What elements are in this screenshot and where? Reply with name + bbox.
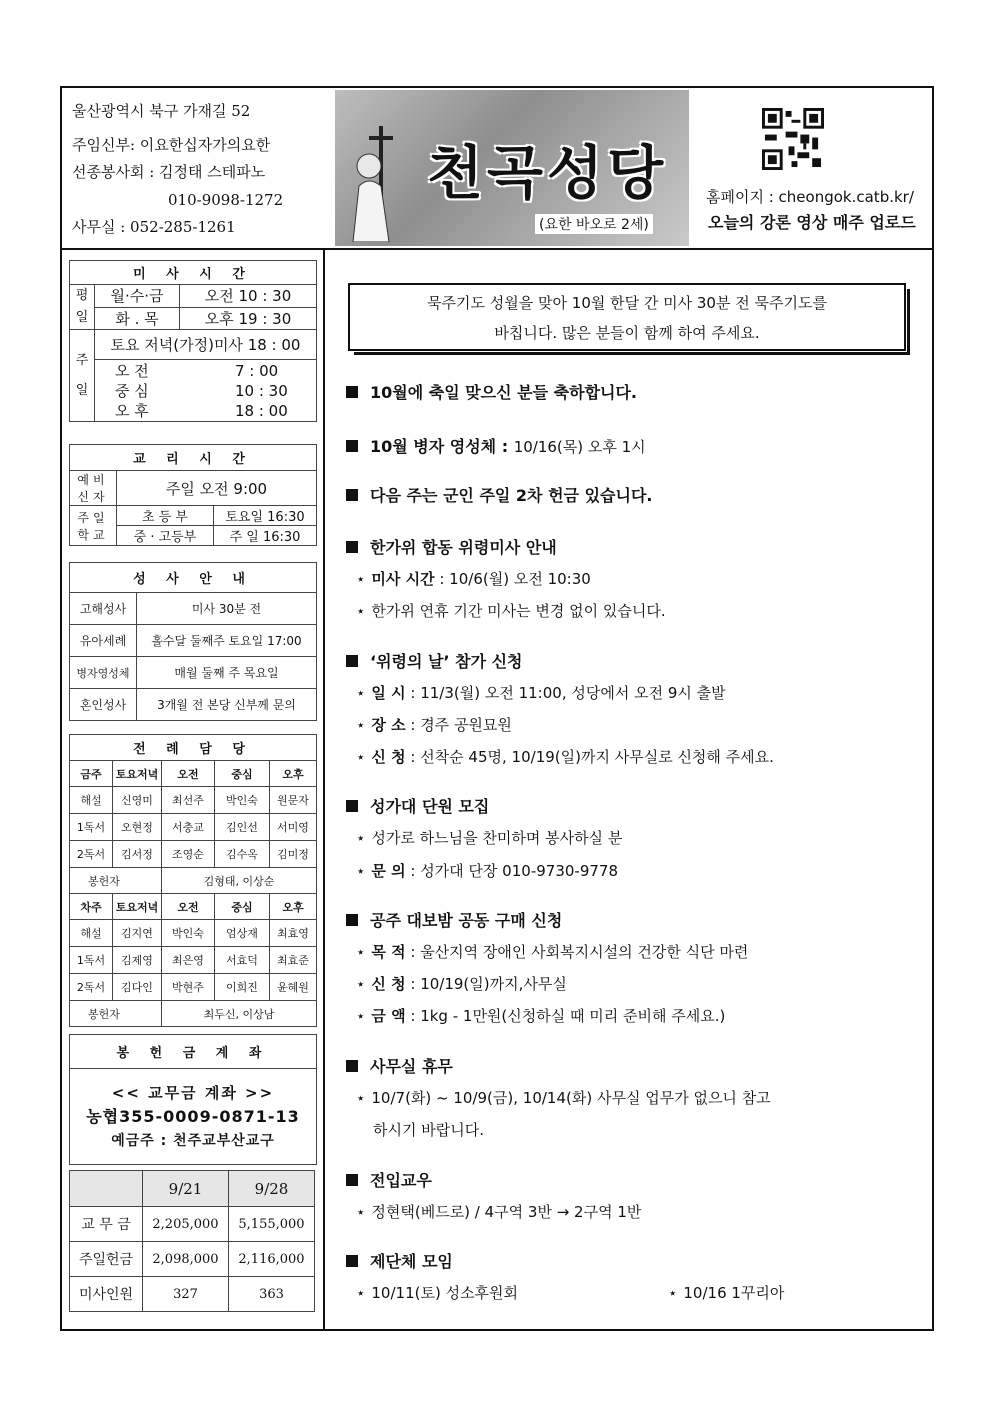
liturgy-header: 중심 [215, 894, 270, 920]
purchase-price: ⋆ 금 액 : 1kg - 1만원(신청하실 때 미리 준비해 주세요.) [356, 1007, 726, 1025]
catechism-title: 교 리 시 간 [70, 445, 317, 471]
section-chestnut-purchase: 공주 대보밤 공동 구매 신청 [346, 908, 562, 931]
weekday-days-1: 월·수·금 [95, 285, 180, 308]
bullet-square-icon [346, 1174, 358, 1186]
section-sick-communion: 10월 병자 영성체 : 10/16(목) 오후 1시 [346, 434, 646, 457]
council-phone: 010-9098-1272 [168, 191, 284, 209]
school-label: 주일 학교 [70, 506, 117, 546]
office-closed-line-2: 하시기 바랍니다. [373, 1121, 484, 1139]
sacrament-value: 매월 둘째 주 목요일 [137, 657, 317, 689]
sacrament-name: 병자영성체 [70, 657, 137, 689]
office-closed-line-1: ⋆ 10/7(화) ~ 10/9(금), 10/14(화) 사무실 업무가 없으니 참고 [356, 1089, 771, 1107]
weekday-days-2: 화 . 목 [95, 307, 180, 330]
banner [335, 90, 689, 246]
choir-contact: ⋆ 문 의 : 성가대 단장 010-9730-9778 [356, 862, 618, 880]
weekday-label: 평일 [70, 285, 95, 330]
liturgy-header: 오후 [270, 761, 317, 787]
header-divider [60, 248, 934, 250]
pastor: 주임신부: 이요한십자가의요한 [72, 136, 271, 154]
qr-code-icon [762, 108, 824, 170]
catechumen-time: 주일 오전 9:00 [117, 471, 317, 506]
finance-row: 교 무 금 2,205,000 5,155,000 [70, 1207, 315, 1242]
account-holder: 예금주 : 천주교부산교구 [111, 1132, 275, 1149]
purchase-apply: ⋆ 신 청 : 10/19(일)까지,사무실 [356, 975, 567, 993]
section-choir: 성가대 단원 모집 [346, 794, 489, 817]
liturgy-table [69, 734, 317, 1027]
notice-line-2: 바칩니다. 많은 분들이 함께 하여 주세요. [494, 324, 760, 342]
section-memorial-day: ‘위령의 날’ 참가 신청 [346, 649, 523, 672]
bullet-square-icon [346, 800, 358, 812]
section-newcomers: 전입교우 [346, 1168, 432, 1191]
finance-row: 주일헌금 2,098,000 2,116,000 [70, 1242, 315, 1277]
finance-table [69, 1170, 315, 1312]
finance-corner [70, 1171, 143, 1207]
sacraments-title: 성 사 안 내 [70, 563, 317, 593]
sacrament-name: 유아세례 [70, 625, 137, 657]
bullet-square-icon [346, 541, 358, 553]
sunday-row-1: 오 전 7 : 00 [115, 361, 279, 380]
sacraments-table [69, 562, 317, 721]
section-office-closed: 사무실 휴무 [346, 1054, 453, 1077]
sunday-row-2: 중 심 10 : 30 [115, 381, 288, 400]
mass-times-table [69, 260, 317, 422]
bullet-square-icon [346, 655, 358, 667]
finance-row: 미사인원 327 363 [70, 1277, 315, 1312]
section-group-meetings: 제단체 모임 [346, 1249, 453, 1272]
parish-title: 천곡성당 [427, 139, 668, 207]
group-meeting-2: ⋆ 10/16 1꾸리아 [668, 1284, 785, 1302]
liturgy-header: 차주 [70, 894, 113, 920]
bullet-square-icon [346, 440, 358, 452]
sacrament-name: 혼인성사 [70, 689, 137, 721]
office-phone: 사무실 : 052-285-1261 [72, 218, 236, 236]
bullet-square-icon [346, 914, 358, 926]
account-table [69, 1034, 317, 1165]
account-number: 농협355-0009-0871-13 [86, 1106, 300, 1126]
bullet-square-icon [346, 1255, 358, 1267]
pope-figure-icon [349, 126, 411, 242]
liturgy-header: 금주 [70, 761, 113, 787]
liturgy-row: 해설 김지연 박인숙 엄상재 최효영 [70, 920, 317, 947]
liturgy-header: 토요저녁 [113, 894, 162, 920]
sacrament-name: 고해성사 [70, 593, 137, 625]
section-military-sunday: 다음 주는 군인 주일 2차 헌금 있습니다. [346, 483, 652, 506]
purchase-purpose: ⋆ 목 적 : 울산지역 장애인 사회복지시설의 건강한 식단 마련 [356, 943, 749, 961]
offering-row: 봉헌자 최두신, 이상남 [70, 1001, 317, 1027]
liturgy-row: 2독서 김다인 박현주 이희진 윤혜원 [70, 974, 317, 1001]
sunday-row-3: 오 후 18 : 00 [115, 401, 288, 420]
notice-line-1: 묵주기도 성월을 맞아 10월 한달 간 미사 30분 전 묵주기도를 [427, 294, 827, 312]
account-title: 봉 헌 금 계 좌 [70, 1035, 317, 1069]
section-birthday: 10월에 축일 맞으신 분들 축하합니다. [346, 380, 637, 403]
sacrament-value: 미사 30분 전 [137, 593, 317, 625]
group-meeting-1: ⋆ 10/11(토) 성소후원회 [356, 1284, 519, 1302]
weekday-time-2: 오후 19 : 30 [180, 307, 317, 330]
sacrament-value: 홀수달 둘째주 토요일 17:00 [137, 625, 317, 657]
liturgy-header: 중심 [215, 761, 270, 787]
offering-row: 봉헌자 김형태, 이상순 [70, 868, 317, 894]
liturgy-header: 오후 [270, 894, 317, 920]
lecture-note: 오늘의 강론 영상 매주 업로드 [708, 213, 916, 232]
catechism-table [69, 444, 317, 546]
memorial-apply: ⋆ 신 청 : 선착순 45명, 10/19(일)까지 사무실로 신청해 주세요. [356, 748, 774, 766]
address: 울산광역시 북구 가재길 52 [72, 102, 251, 120]
section-chuseok: 한가위 합동 위령미사 안내 [346, 535, 557, 558]
column-divider [323, 248, 325, 1331]
mass-title: 미 사 시 간 [70, 261, 317, 285]
sacrament-value: 3개월 전 본당 신부께 문의 [137, 689, 317, 721]
finance-date-1: 9/21 [143, 1171, 229, 1207]
liturgy-row: 1독서 오현정 서충교 김인선 서미영 [70, 814, 317, 841]
sunday-label: 주일 [70, 330, 95, 422]
elementary-time: 토요일 16:30 [214, 506, 317, 526]
newcomer-entry: ⋆ 정현택(베드로) / 4구역 3반 → 2구역 1반 [356, 1203, 642, 1221]
rosary-notice [348, 283, 906, 351]
liturgy-row: 해설 신영미 최선주 박인숙 원문자 [70, 787, 317, 814]
saturday-evening-mass: 토요 저녁(가정)미사 18 : 00 [95, 330, 317, 360]
finance-date-2: 9/28 [229, 1171, 315, 1207]
liturgy-row: 2독서 김서정 조영순 김수옥 김미정 [70, 841, 317, 868]
homepage-link[interactable]: 홈페이지 : cheongok.catb.kr/ [706, 188, 914, 206]
memorial-place: ⋆ 장 소 : 경주 공원묘원 [356, 716, 512, 734]
liturgy-title: 전 례 담 당 [70, 735, 317, 761]
elementary-label: 초 등 부 [117, 506, 214, 526]
middle-time: 주 일 16:30 [214, 526, 317, 546]
bullet-square-icon [346, 489, 358, 501]
bullet-square-icon [346, 1060, 358, 1072]
patron: (요한 바오로 2세) [535, 214, 653, 234]
bullet-square-icon [346, 386, 358, 398]
liturgy-header: 오전 [162, 894, 215, 920]
weekday-time-1: 오전 10 : 30 [180, 285, 317, 308]
choir-note: ⋆ 성가로 하느님을 찬미하며 봉사하실 분 [356, 829, 623, 847]
chuseok-note: ⋆ 한가위 연휴 기간 미사는 변경 없이 있습니다. [356, 602, 666, 620]
catechumen-label: 예비 신자 [70, 471, 117, 506]
chuseok-mass-time: ⋆ 미사 시간 : 10/6(월) 오전 10:30 [356, 570, 591, 588]
middle-label: 중 · 고등부 [117, 526, 214, 546]
account-heading: << 교무금 계좌 >> [111, 1083, 275, 1102]
liturgy-row: 1독서 김제영 최은영 서효덕 최효준 [70, 947, 317, 974]
liturgy-header: 오전 [162, 761, 215, 787]
liturgy-header: 토요저녁 [113, 761, 162, 787]
council: 선종봉사회 : 김정태 스테파노 [72, 163, 266, 181]
memorial-date: ⋆ 일 시 : 11/3(월) 오전 11:00, 성당에서 오전 9시 출발 [356, 684, 726, 702]
